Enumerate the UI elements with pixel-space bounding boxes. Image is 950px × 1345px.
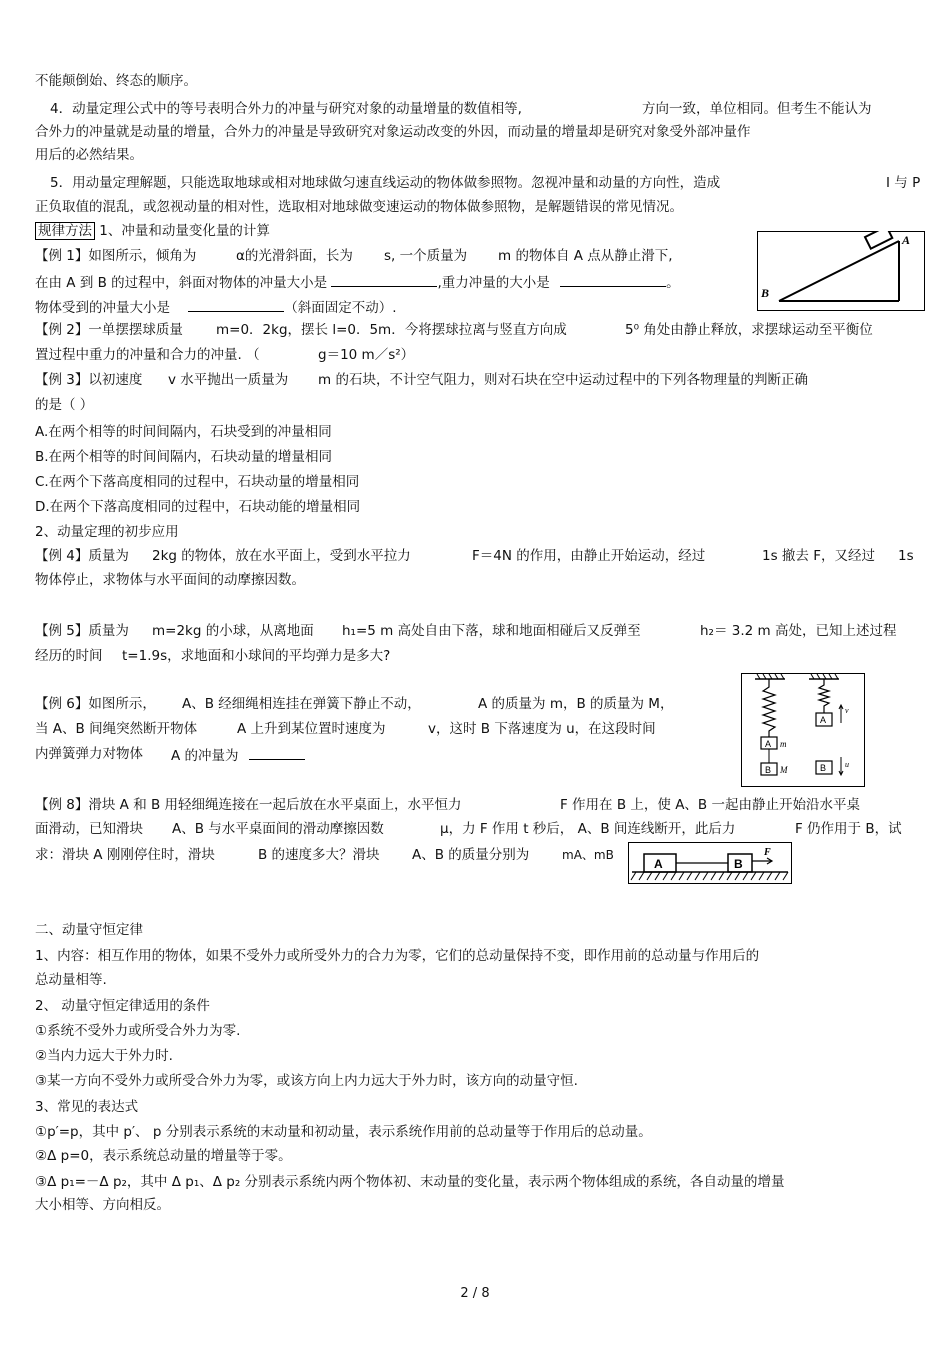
incline-figure (757, 231, 925, 311)
text-line: 用后的必然结果。 (35, 147, 143, 163)
text-line: 置过程中重力的冲量和合力的冲量. （ (35, 347, 260, 363)
label-a-left: A (765, 739, 772, 749)
text-line: m 的物体自 A 点从静止滑下, (498, 248, 673, 264)
option-c: C.在两个下落高度相同的过程中，石块动量的增量相同 (35, 474, 360, 490)
text-line: 1、内容：相互作用的物体，如果不受外力或所受外力的合力为零，它们的总动量保持不变，即作用前的总动量与作用后的 (35, 948, 760, 964)
text-line: ②Δ p=0，表示系统总动量的增量等于零。 (35, 1148, 292, 1164)
text-line: h₂＝ 3.2 m 高处，已知上述过程 (700, 623, 897, 639)
text-line: 方向一致，单位相同。但考生不能认为 (642, 101, 872, 117)
text-line: B 的速度多大？滑块 (258, 847, 380, 863)
text-line: 【例 1】如图所示，倾角为 (35, 248, 197, 264)
text-line: 2、 动量守恒定律适用的条件 (35, 998, 210, 1014)
label-a: A (654, 857, 663, 871)
text-line: 的是（ ） (35, 397, 94, 413)
text-line: 【例 2】一单摆摆球质量 (35, 322, 183, 338)
text-line: 在由 A 到 B 的过程中，斜面对物体的冲量大小是 ,重力冲量的大小是 。 (35, 275, 680, 291)
text-line: 4．动量定理公式中的等号表明合外力的冲量与研究对象的动量增量的数值相等, (50, 101, 522, 117)
spring-figure (741, 673, 865, 787)
text-line: F 作用在 B 上，使 A、B 一起由静止开始沿水平桌 (560, 797, 860, 813)
text-line: μ，力 F 作用 t 秒后， A、B 间连线断开，此后力 (440, 821, 736, 837)
text-line: 不能颠倒始、终态的顺序。 (35, 73, 197, 89)
text-line: A 的质量为 m，B 的质量为 M， (478, 696, 674, 712)
text-line: A、B 的质量分别为 (412, 847, 530, 863)
text-line: F＝4N 的作用，由静止开始运动，经过 (472, 548, 706, 564)
text-line: 物体受到的冲量大小是 （斜面固定不动）. (35, 300, 397, 316)
text-line: mA、mB (562, 848, 614, 862)
text-line: m 的石块，不计空气阻力，则对石块在空中运动过程中的下列各物理量的判断正确 (318, 372, 808, 388)
label-a-right: A (820, 715, 827, 725)
text-line: 物体停止，求物体与水平面间的动摩擦因数。 (35, 572, 305, 588)
text-line: 【例 6】如图所示， (35, 696, 156, 712)
text-line: 5⁰ 角处由静止释放，求摆球运动至平衡位 (625, 322, 873, 338)
text-line: 面滑动，已知滑块 (35, 821, 143, 837)
text-line: 总动量相等. (35, 972, 107, 988)
text-line: m=2kg 的小球，从离地面 (152, 623, 314, 639)
text-line: 求：滑块 A 刚刚停住时，滑块 (35, 847, 215, 863)
text-line: t=1.9s，求地面和小球间的平均弹力是多大? (122, 648, 391, 664)
answer-blank (188, 298, 284, 312)
label-f: F (764, 847, 771, 858)
answer-blank (331, 273, 437, 287)
page-number: 2 / 8 (460, 1286, 490, 1301)
text-line: ②当内力远大于外力时. (35, 1048, 173, 1064)
text-line: m=0．2kg，摆长 l=0．5m．今将摆球拉离与竖直方向成 (216, 322, 567, 338)
blocks-figure (628, 842, 792, 884)
text-line: 2kg 的物体，放在水平面上，受到水平拉力 (152, 548, 411, 564)
option-d: D.在两个下落高度相同的过程中，石块动能的增量相同 (35, 499, 361, 515)
text-line: ①系统不受外力或所受合外力为零. (35, 1023, 241, 1039)
label-a: A (902, 233, 911, 247)
text-line: A 的冲量为 (171, 746, 305, 765)
text-line: 1s 撤去 F，又经过 (762, 548, 875, 564)
text-line: I 与 P (886, 175, 921, 191)
label-b: B (734, 857, 743, 871)
label-b: B (761, 286, 770, 300)
label-m: m (780, 739, 787, 749)
text-line: g＝10 m／s²） (318, 347, 415, 363)
option-b: B.在两个相等的时间间隔内，石块动量的增量相同 (35, 449, 333, 465)
text-line: A、B 与水平桌面间的滑动摩擦因数 (172, 821, 384, 837)
text-line: 正负取值的混乱，或忽视动量的相对性，选取相对地球做变速运动的物体做参照物，是解题错误的常见情况。 (35, 199, 683, 215)
text-line: 5．用动量定理解题，只能选取地球或相对地球做匀速直线运动的物体做参照物。忽视冲量和动量的方向性，造成 (50, 175, 721, 191)
text-line: 大小相等、方向相反。 (35, 1197, 170, 1213)
text-line: F 仍作用于 B，试 (795, 821, 902, 837)
text-line: 3、常见的表达式 (35, 1099, 139, 1115)
text-line: ③Δ p₁=－Δ p₂，其中 Δ p₁、Δ p₂ 分别表示系统内两个物体初、末动量的变化量，表示两个物体组成的系统，各自动量的增量 (35, 1174, 785, 1190)
text-line: v，这时 B 下落速度为 u，在这段时间 (428, 721, 656, 737)
text-line: 合外力的冲量就是动量的增量，合外力的冲量是导致研究对象运动改变的外因，而动量的增量却是研究对象受外部冲量作 (35, 124, 751, 140)
label-u: u (845, 760, 849, 769)
text-line: 当 A、B 间绳突然断开物体 (35, 721, 198, 737)
text-line: 【例 8】滑块 A 和 B 用轻细绳连接在一起后放在水平桌面上，水平恒力 (35, 797, 462, 813)
text-line: ①p′=p，其中 p′、 p 分别表示系统的末动量和初动量，表示系统作用前的总动量等于作用后的总动量。 (35, 1124, 652, 1140)
text-line: 【例 5】质量为 (35, 623, 129, 639)
option-a: A.在两个相等的时间间隔内，石块受到的冲量相同 (35, 424, 332, 440)
text-line: A 上升到某位置时速度为 (237, 721, 386, 737)
label-M: M (780, 765, 788, 775)
section-heading: 规律方法 1、冲量和动量变化量的计算 (35, 223, 270, 240)
text-line: 1s (898, 548, 914, 564)
text-line: 经历的时间 (35, 648, 103, 664)
section-heading: 2、动量定理的初步应用 (35, 524, 179, 540)
text-line: ③某一方向不受外力或所受合外力为零，或该方向上内力远大于外力时，该方向的动量守恒. (35, 1073, 578, 1089)
text-line: 内弹簧弹力对物体 (35, 746, 143, 762)
text-line: v 水平抛出一质量为 (168, 372, 289, 388)
text-line: α的光滑斜面，长为 (236, 248, 353, 264)
label-b-left: B (765, 765, 772, 775)
text-line: 【例 3】以初速度 (35, 372, 143, 388)
method-label: 规律方法 (35, 222, 95, 240)
answer-blank (560, 273, 666, 287)
label-v: v (845, 706, 849, 715)
text-line: 【例 4】质量为 (35, 548, 129, 564)
section-heading: 二、动量守恒定律 (35, 922, 143, 938)
answer-blank (249, 746, 305, 760)
text-line: s, 一个质量为 (384, 248, 468, 264)
text-line: A、B 经细绳相连挂在弹簧下静止不动， (182, 696, 421, 712)
label-b-right: B (820, 763, 827, 773)
text-line: h₁=5 m 高处自由下落，球和地面相碰后又反弹至 (342, 623, 641, 639)
